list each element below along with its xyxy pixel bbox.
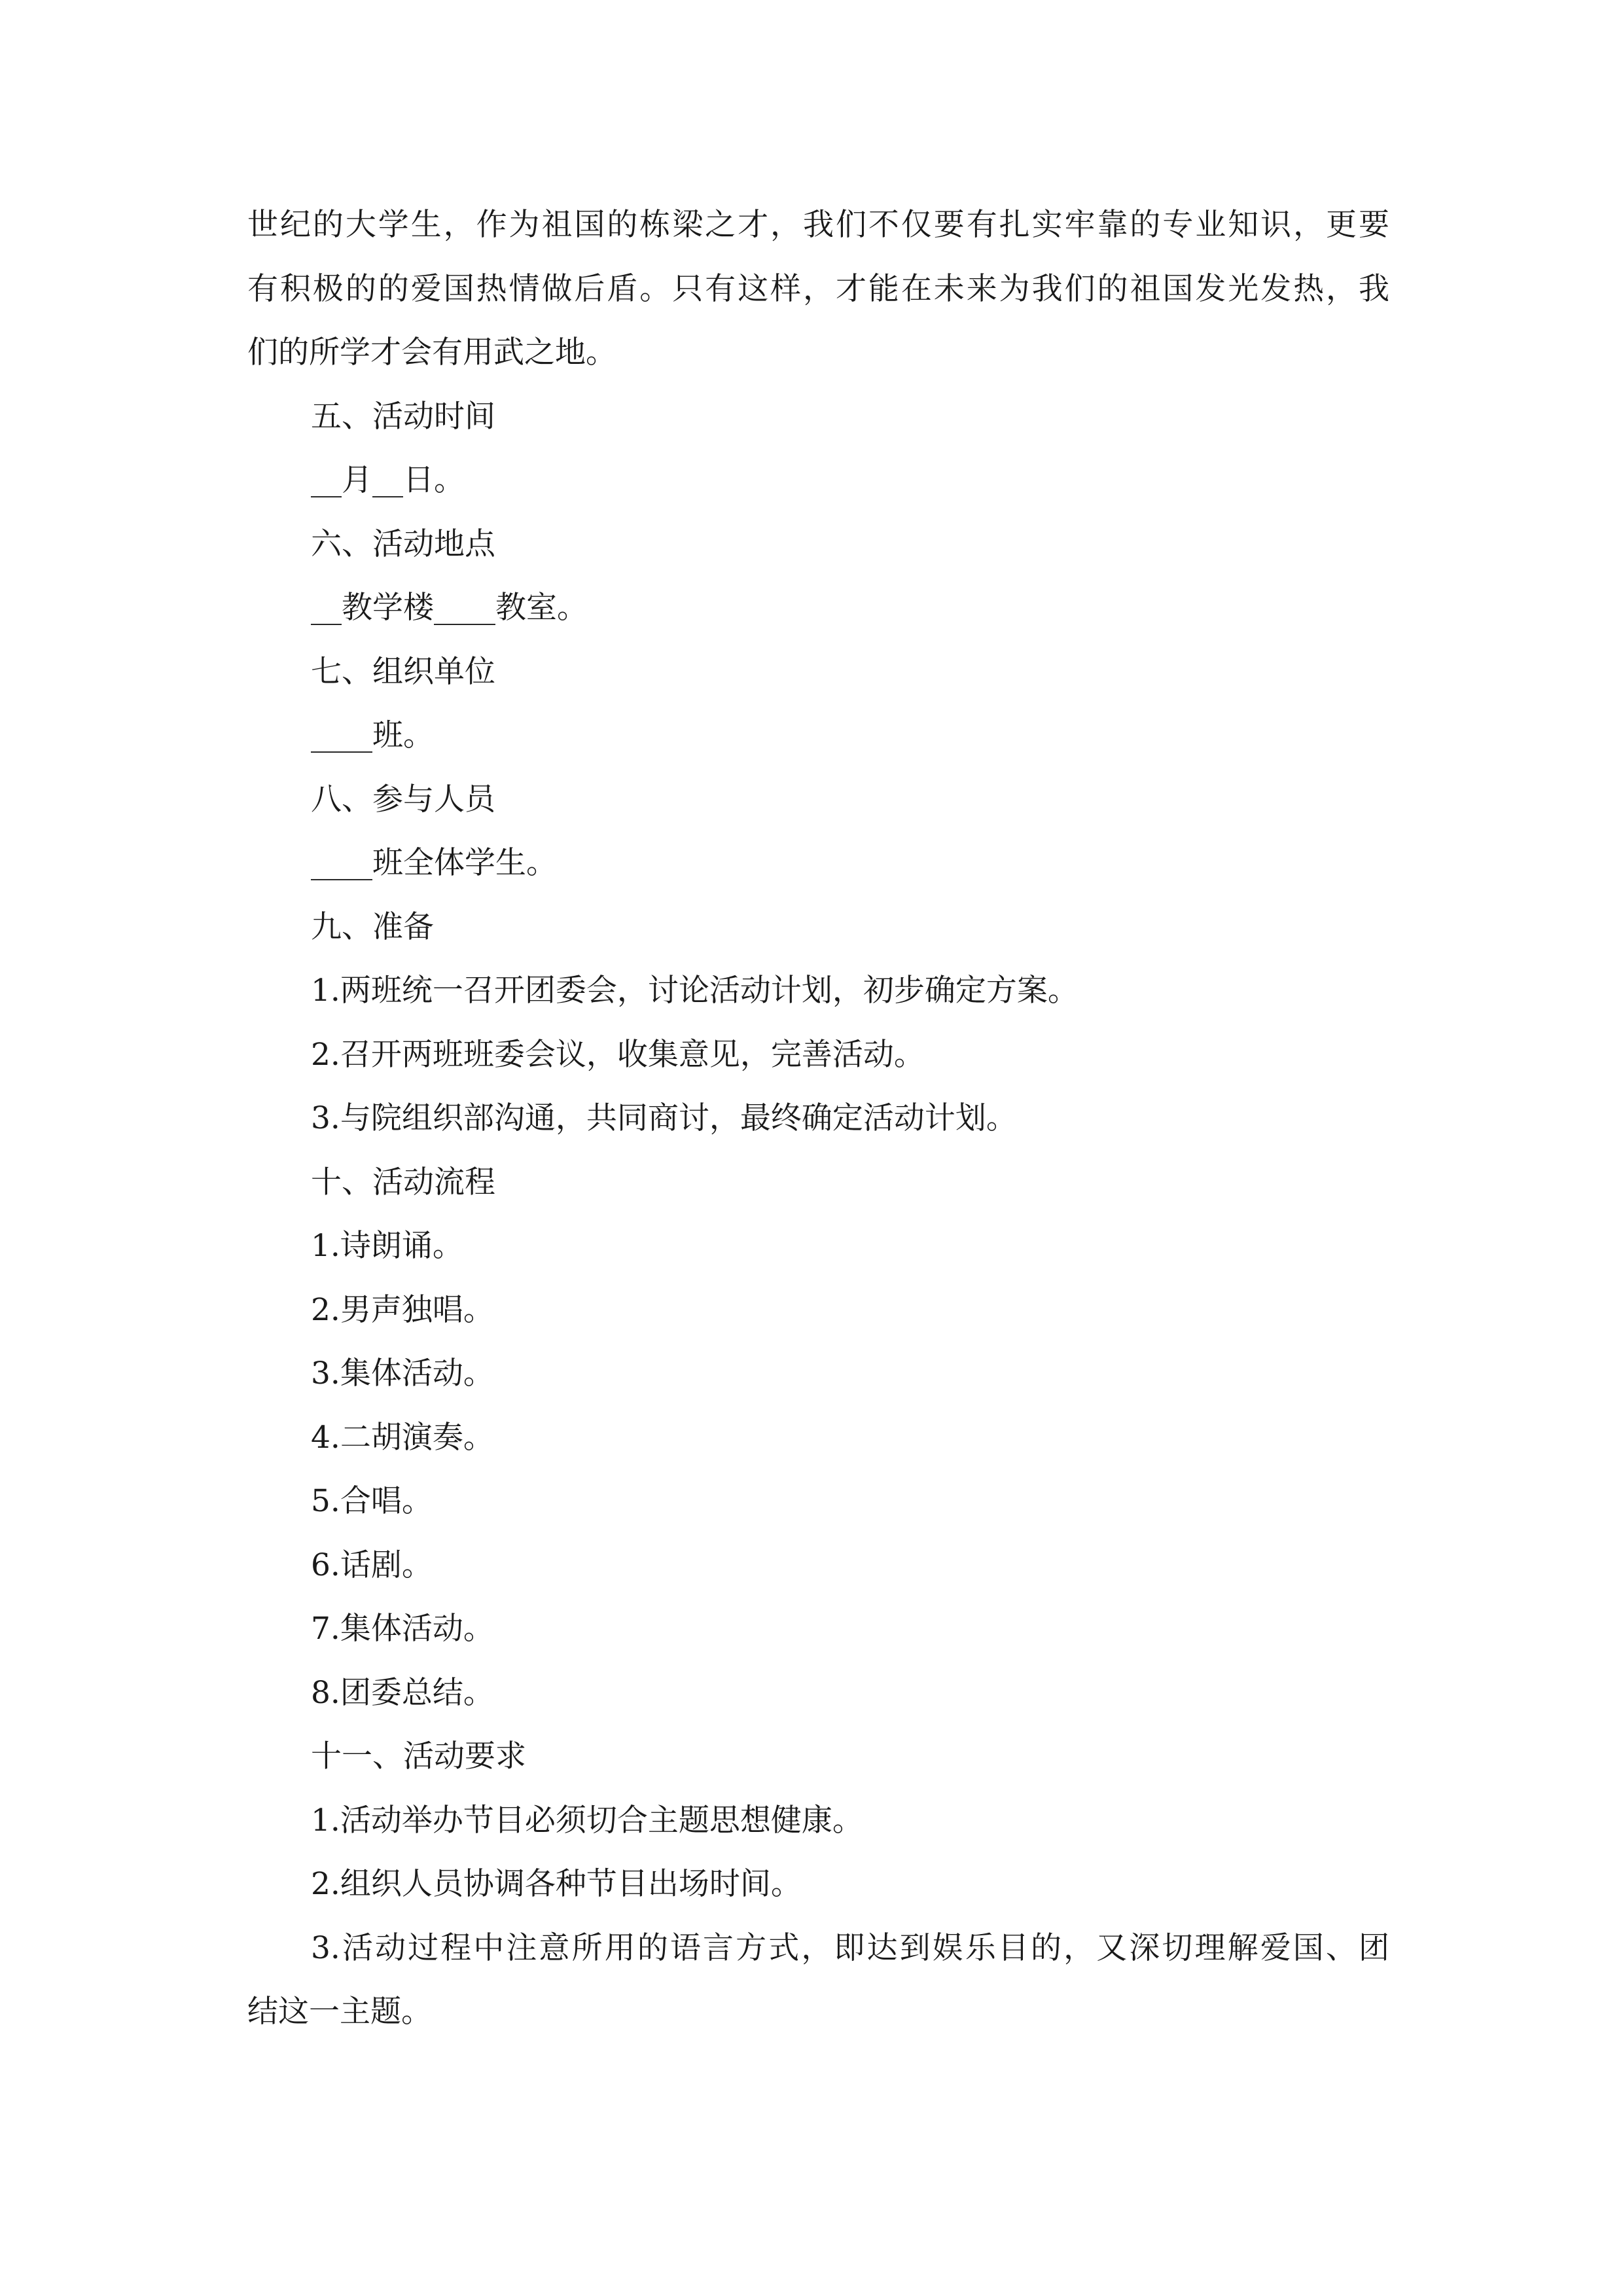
list-item: 8.团委总结。 bbox=[311, 1674, 494, 1711]
section-heading-participants: 八、参与人员 bbox=[311, 781, 495, 817]
text-line: 3.活动过程中注意所用的语言方式，即达到娱乐目的，又深切理解爱国、团 bbox=[311, 1929, 1389, 1966]
list-item: 2.召开两班班委会议，收集意见，完善活动。 bbox=[311, 1036, 925, 1073]
text-line: 有积极的的爱国热情做后盾。只有这样，才能在未来为我们的祖国发光发热，我 bbox=[247, 270, 1389, 307]
list-item: 4.二胡演奏。 bbox=[311, 1419, 494, 1456]
participants-value: ____班全体学生。 bbox=[311, 845, 557, 881]
organizer-value: ____班。 bbox=[311, 717, 434, 753]
list-item: 2.男声独唱。 bbox=[311, 1291, 494, 1328]
time-value: __月__日。 bbox=[311, 462, 465, 498]
list-item: 7.集体活动。 bbox=[311, 1611, 494, 1647]
list-item: 1.诗朗诵。 bbox=[311, 1228, 463, 1264]
section-heading-process: 十、活动流程 bbox=[311, 1164, 495, 1200]
list-item: 5.合唱。 bbox=[311, 1483, 433, 1519]
list-item: 1.活动举办节目必须切合主题思想健康。 bbox=[311, 1802, 863, 1839]
location-value: __教学楼____教室。 bbox=[311, 590, 588, 626]
text-line: 世纪的大学生，作为祖国的栋梁之才，我们不仅要有扎实牢靠的专业知识，更要 bbox=[247, 207, 1389, 243]
list-item: 1.两班统一召开团委会，讨论活动计划，初步确定方案。 bbox=[311, 973, 1079, 1009]
text-line: 结这一主题。 bbox=[247, 1994, 432, 2030]
list-item: 3.集体活动。 bbox=[311, 1355, 494, 1391]
section-heading-location: 六、活动地点 bbox=[311, 526, 495, 562]
section-heading-organizer: 七、组织单位 bbox=[311, 653, 495, 690]
list-item: 2.组织人员协调各种节目出场时间。 bbox=[311, 1866, 802, 1902]
section-heading-time: 五、活动时间 bbox=[311, 398, 495, 435]
final-list-item bbox=[247, 1916, 1389, 2044]
document-body bbox=[247, 193, 1389, 2044]
list-item: 3.与院组织部沟通，共同商讨，最终确定活动计划。 bbox=[311, 1100, 1017, 1136]
section-heading-requirements: 十一、活动要求 bbox=[311, 1738, 526, 1774]
list-item: 6.话剧。 bbox=[311, 1547, 433, 1583]
intro-paragraph bbox=[247, 193, 1389, 385]
section-heading-preparation: 九、准备 bbox=[311, 908, 434, 945]
text-line: 们的所学才会有用武之地。 bbox=[247, 334, 616, 370]
